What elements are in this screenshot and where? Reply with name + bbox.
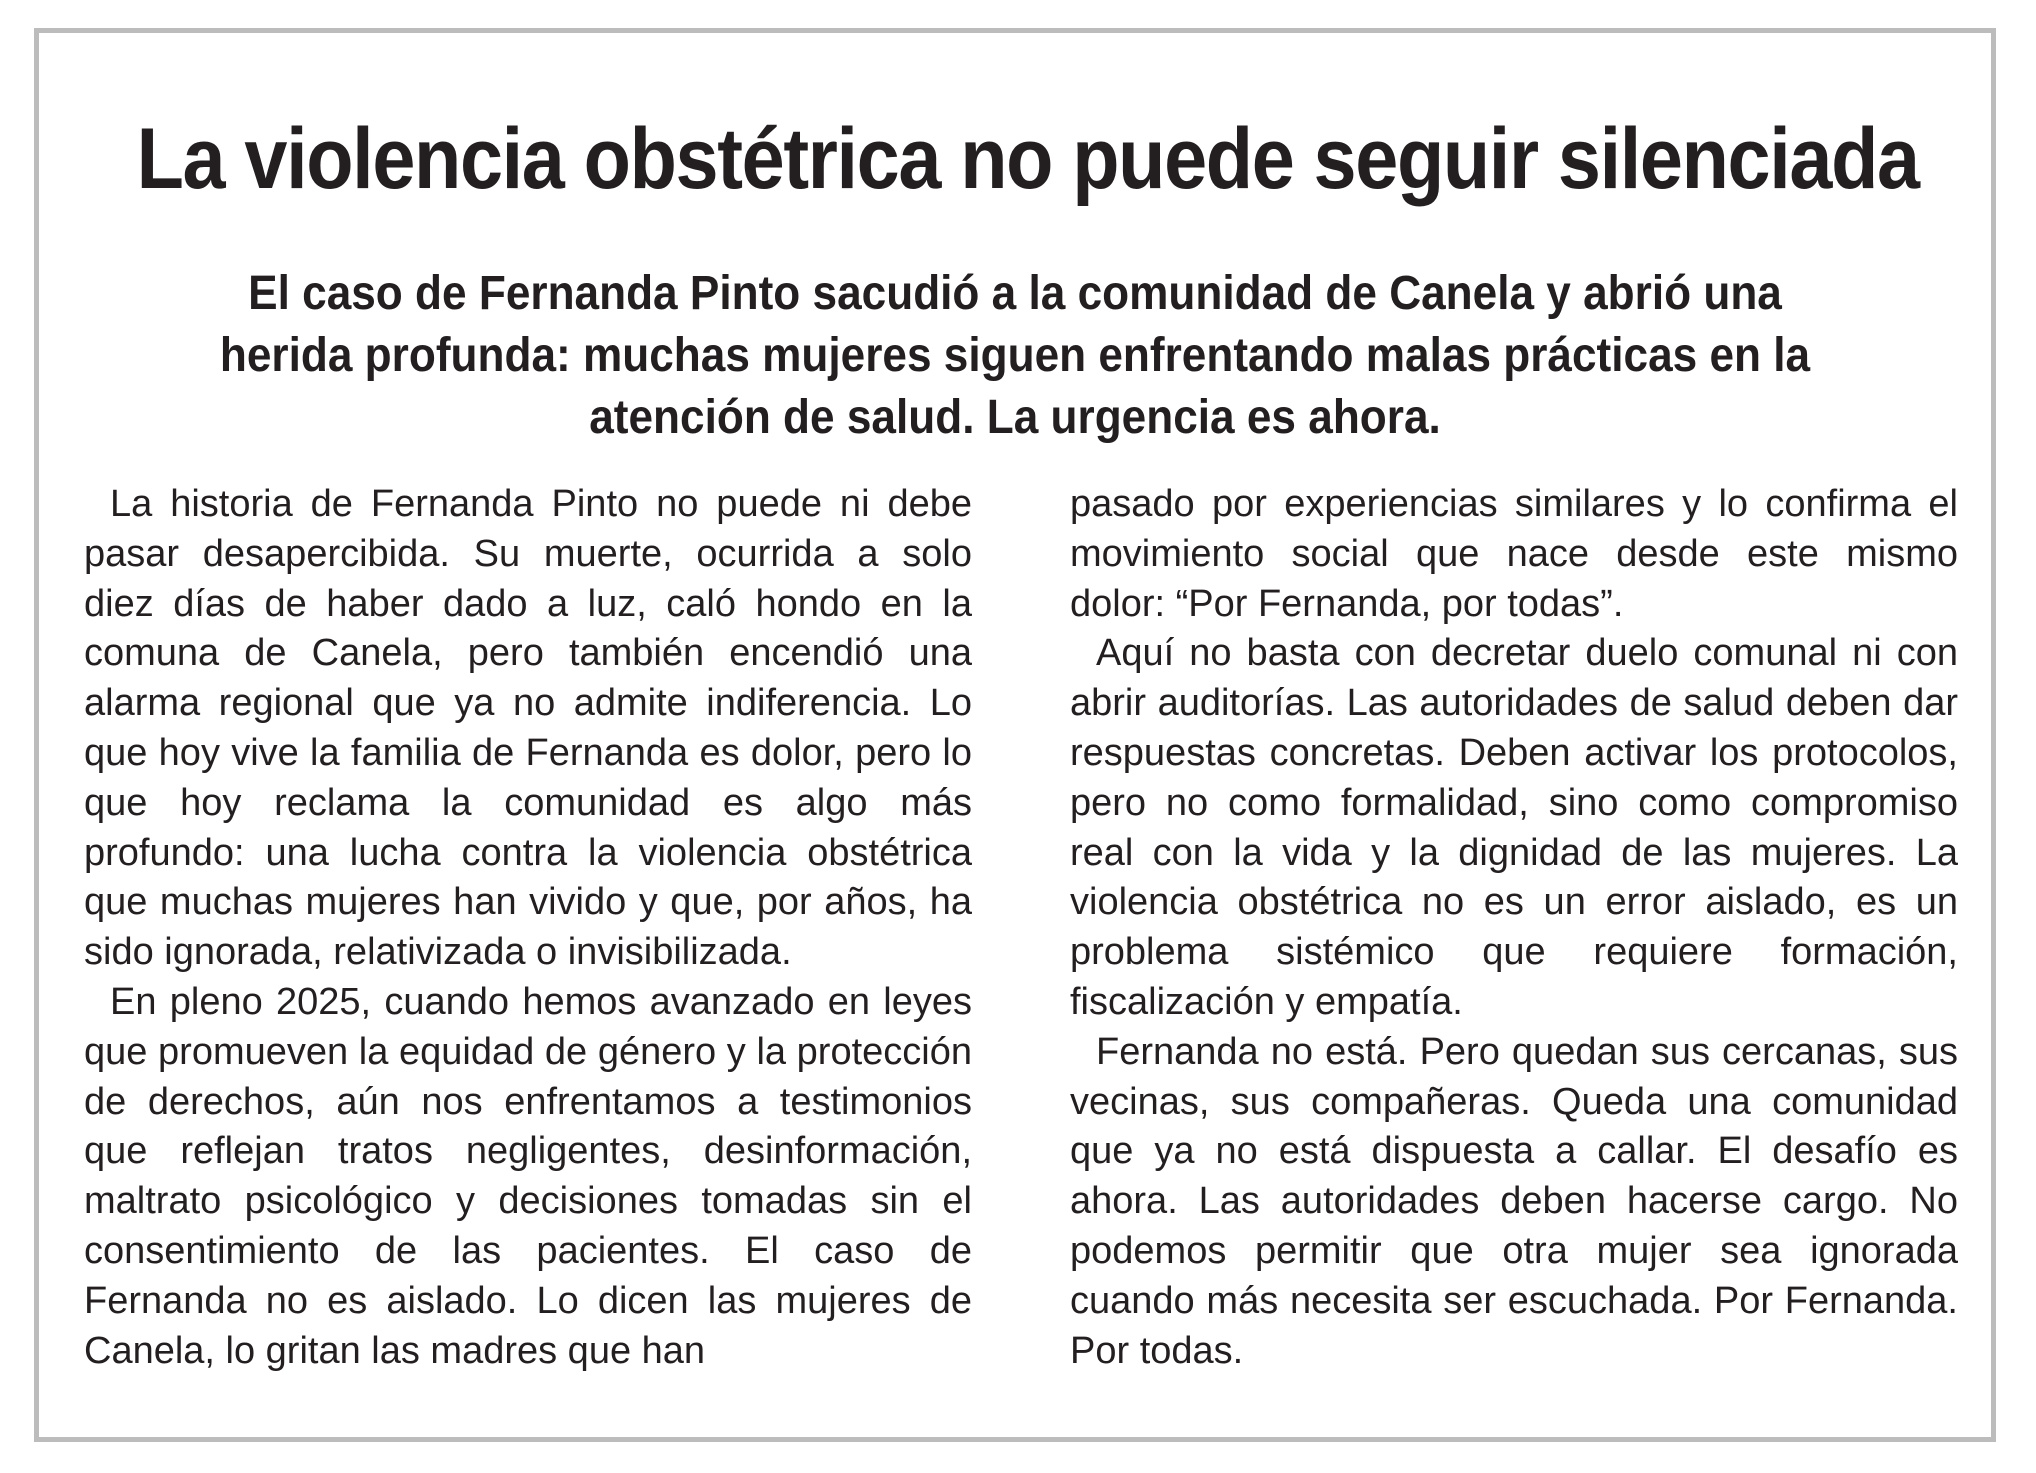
column-right [1070, 480, 1958, 1376]
deck-subtitle: El caso de Fernanda Pinto sacudió a la comunidad de Canela y abrió una herida profunda: muchas mujeres siguen enfrentando malas prácticas en la atención de salud. La urgencia es ahora. [219, 267, 1811, 444]
column-left [84, 480, 972, 1376]
paragraph: En pleno 2025, cuando hemos avanzado en leyes que promueven la equidad de género y la protección de derechos, aún nos enfrentamos a testimonios que reflejan tratos negligentes, desinformación, maltrato psicológico y decisiones tomadas sin el consentimiento de las pacientes. El caso de Fernanda no es aislado. Lo dicen las mujeres de Canela, lo gritan las madres que han [84, 980, 972, 1372]
paragraph: Fernanda no está. Pero quedan sus cercanas, sus vecinas, sus compañeras. Queda una comunidad que ya no está dispuesta a callar. El desafío es ahora. Las autoridades deben hacerse cargo. No podemos permitir que otra mujer sea ignorada cuando más necesita ser escuchada. Por Fernanda. Por todas. [1070, 1030, 1958, 1372]
paragraph: La historia de Fernanda Pinto no puede ni debe pasar desapercibida. Su muerte, ocurrida a solo diez días de haber dado a luz, caló hondo en la comuna de Canela, pero también encendió una alarma regional que ya no admite indiferencia. Lo que hoy vive la familia de Fernanda es dolor, pero lo que hoy reclama la comunidad es algo más profundo: una lucha contra la violencia obstétrica que muchas mujeres han vivido y que, por años, ha sido ignorada, relativizada o invisibilizada. [84, 483, 972, 974]
article-body [84, 480, 1958, 1376]
paragraph-continued: pasado por experiencias similares y lo confirma el movimiento social que nace desde este mismo dolor: “Por Fernanda, por todas”. [1070, 483, 1958, 625]
headline: La violencia obstétrica no puede seguir silenciada [136, 111, 1919, 207]
paragraph: Aquí no basta con decretar duelo comunal ni con abrir auditorías. Las autoridades de salud deben dar respuestas concretas. Deben activar los protocolos, pero no como formalidad, sino como compromiso real con la vida y la dignidad de las mujeres. La violencia obstétrica no es un error aislado, es un problema sistémico que requiere formación, fiscalización y empatía. [1070, 632, 1958, 1023]
